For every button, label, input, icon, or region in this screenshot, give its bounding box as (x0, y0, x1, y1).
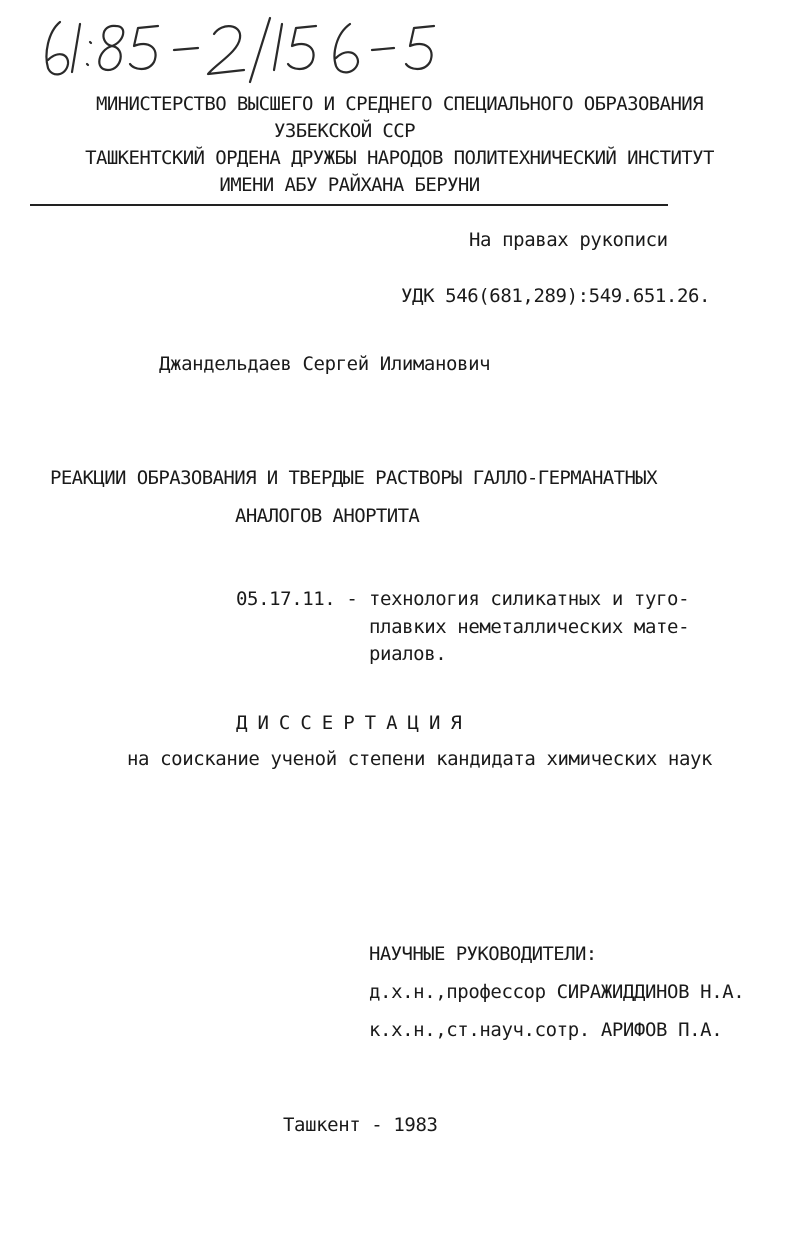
republic-line: УЗБЕКСКОЙ ССР (274, 120, 415, 142)
named-after-line: ИМЕНИ АБУ РАЙХАНА БЕРУНИ (219, 174, 480, 196)
specialty-code: 05.17.11. - (236, 588, 358, 610)
doc-type: ДИССЕРТАЦИЯ (236, 712, 472, 734)
supervisor-first: д.х.н.,профессор СИРАЖИДДИНОВ Н.А. (369, 981, 745, 1003)
udc-code: УДК 546(681,289):549.651.26. (401, 285, 711, 307)
author-name: Джандельдаев Сергей Илиманович (159, 353, 491, 375)
place-year: Ташкент - 1983 (283, 1114, 438, 1136)
ministry-line: МИНИСТЕРСТВО ВЫСШЕГО И СРЕДНЕГО СПЕЦИАЛЬНОГО ОБРАЗОВАНИЯ (96, 93, 703, 115)
supervisor-second: к.х.н.,ст.науч.сотр. АРИФОВ П.А. (369, 1019, 723, 1041)
supervisors-heading: НАУЧНЫЕ РУКОВОДИТЕЛИ: (369, 943, 597, 965)
title-line-2: АНАЛОГОВ АНОРТИТА (235, 505, 420, 527)
institute-line: ТАШКЕНТСКИЙ ОРДЕНА ДРУЖБЫ НАРОДОВ ПОЛИТЕХНИЧЕСКИЙ ИНСТИТУТ (85, 147, 714, 169)
degree-line: на соискание ученой степени кандидата химических наук (127, 748, 713, 770)
handwritten-archive-code (38, 8, 438, 88)
specialty-line-3: риалов. (369, 643, 447, 665)
specialty-line-2: плавких неметаллических мате- (369, 616, 690, 638)
header-divider (30, 204, 668, 206)
manuscript-note: На правах рукописи (469, 229, 668, 251)
specialty-line-1: технология силикатных и туго- (369, 588, 690, 610)
title-line-1: РЕАКЦИИ ОБРАЗОВАНИЯ И ТВЕРДЫЕ РАСТВОРЫ ГАЛЛО-ГЕРМАНАТНЫХ (50, 467, 657, 489)
